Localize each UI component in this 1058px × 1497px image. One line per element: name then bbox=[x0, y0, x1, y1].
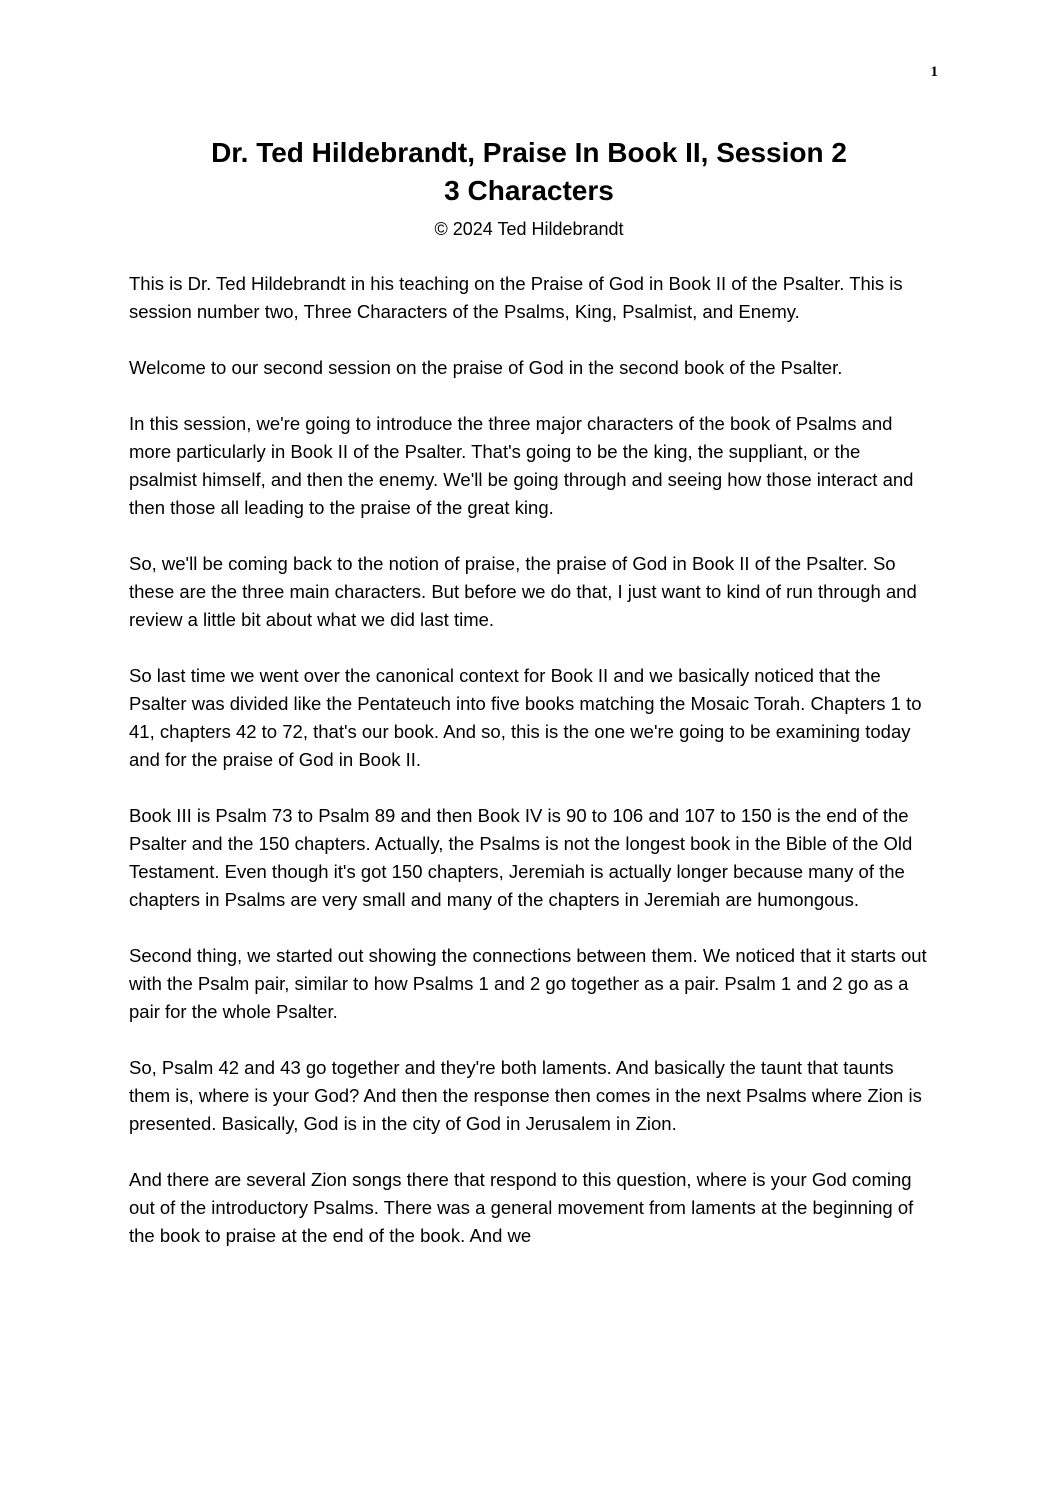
copyright-notice: © 2024 Ted Hildebrandt bbox=[434, 219, 624, 239]
paragraph: Book III is Psalm 73 to Psalm 89 and then Book IV is 90 to 106 and 107 to 150 is the end of the Psalter and the 150 chapters. Actually, the Psalms is not the longest book in the Bible of the Old Testament. Even though it's got 150 chapters, Jeremiah is actually longer because many of the chapters in Psalms are very small and many of the chapters in Jeremiah are humongous. bbox=[129, 805, 913, 910]
paragraph: And there are several Zion songs there that respond to this question, where is your God coming out of the introductory Psalms. There was a general movement from laments at the beginning of the book to praise at the end of the book. And we bbox=[129, 1169, 914, 1246]
title-line-1: Dr. Ted Hildebrandt, Praise In Book II, Session 2 bbox=[211, 137, 847, 168]
paragraph: So, Psalm 42 and 43 go together and they're both laments. And basically the taunt that taunts them is, where is your God? And then the response then comes in the next Psalms where Zion is presented. Basically, God is in the city of God in Jerusalem in Zion. bbox=[129, 1057, 922, 1134]
paragraph: Welcome to our second session on the praise of God in the second book of the Psalter. bbox=[129, 357, 843, 378]
document-title bbox=[0, 134, 1058, 210]
title-line-2: 3 Characters bbox=[444, 175, 614, 206]
paragraph: In this session, we're going to introduce the three major characters of the book of Psalms and more particularly in Book II of the Psalter. That's going to be the king, the suppliant, or the psalmist himself, and then the enemy. We'll be going through and seeing how those interact and then those all leading to the praise of the great king. bbox=[129, 413, 914, 518]
paragraph: This is Dr. Ted Hildebrandt in his teaching on the Praise of God in Book II of the Psalter. This is session number two, Three Characters of the Psalms, King, Psalmist, and Enemy. bbox=[129, 273, 903, 322]
paragraph: Second thing, we started out showing the connections between them. We noticed that it starts out with the Psalm pair, similar to how Psalms 1 and 2 go together as a pair. Psalm 1 and 2 go as a pair for the whole Psalter. bbox=[129, 945, 927, 1022]
paragraph: So last time we went over the canonical context for Book II and we basically noticed that the Psalter was divided like the Pentateuch into five books matching the Mosaic Torah. Chapters 1 to 41, chapters 42 to 72, that's our book. And so, this is the one we're going to be examining today and for the praise of God in Book II. bbox=[129, 665, 922, 770]
paragraph: So, we'll be coming back to the notion of praise, the praise of God in Book II of the Psalter. So these are the three main characters. But before we do that, I just want to kind of run through and review a little bit about what we did last time. bbox=[129, 553, 917, 630]
body-text bbox=[129, 270, 929, 1278]
page-number: 1 bbox=[930, 64, 938, 80]
